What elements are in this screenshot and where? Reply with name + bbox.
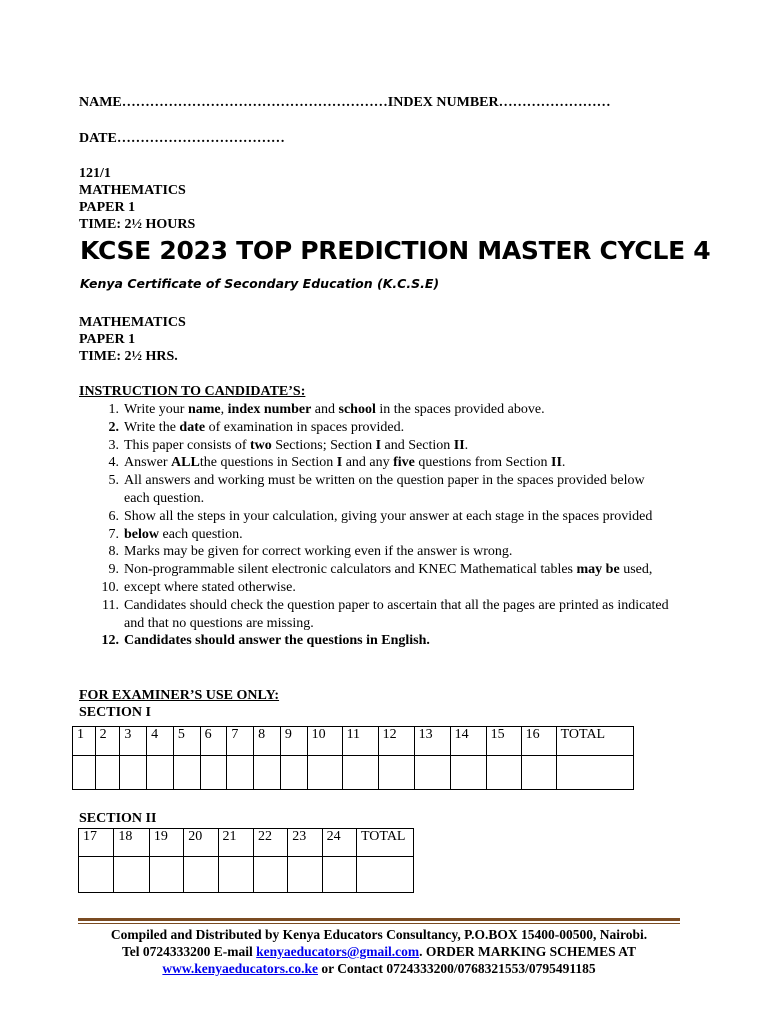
section2-label: SECTION II xyxy=(79,811,157,826)
instructions-heading: INSTRUCTION TO CANDIDATE’S: xyxy=(79,384,306,399)
instruction-item: 9. Non-programmable silent electronic calculators and KNEC Mathematical tables may be used, xyxy=(108,562,653,578)
instruction-item: 8. Marks may be given for correct working even if the answer is wrong. xyxy=(108,544,513,560)
subject-label: MATHEMATICS xyxy=(79,183,186,198)
candidate-fields xyxy=(79,94,611,111)
score-cell[interactable] xyxy=(450,756,486,790)
score-cell[interactable] xyxy=(254,756,281,790)
score-cell[interactable] xyxy=(356,857,413,893)
score-cell[interactable] xyxy=(342,756,378,790)
score-cell[interactable] xyxy=(173,756,200,790)
score-cell[interactable] xyxy=(95,756,120,790)
paper-label-2: PAPER 1 xyxy=(79,332,136,347)
table-header-cell: 19 xyxy=(149,829,183,857)
paper-info-repeat xyxy=(79,314,186,365)
paper-code: 121/1 xyxy=(79,166,111,181)
score-cell[interactable] xyxy=(227,756,254,790)
table-header-cell: TOTAL xyxy=(356,829,413,857)
table-header-cell: 11 xyxy=(342,727,378,756)
instruction-item: 12. Candidates should answer the questions in English. xyxy=(101,633,430,649)
table-header-cell: 9 xyxy=(280,727,307,756)
table-header-row xyxy=(79,829,414,857)
instruction-item: 2. Write the date of examination in spaces provided. xyxy=(108,419,405,435)
date-field xyxy=(79,130,285,147)
paper-label: PAPER 1 xyxy=(79,200,136,215)
footer-divider-thin xyxy=(78,923,680,924)
table-header-cell: 10 xyxy=(307,727,342,756)
instruction-item: 7. below each question. xyxy=(108,526,243,542)
score-cell[interactable] xyxy=(414,756,450,790)
section1-label: SECTION I xyxy=(79,705,151,720)
score-cell[interactable] xyxy=(218,857,253,893)
table-header-cell: 23 xyxy=(288,829,322,857)
table-header-cell: 20 xyxy=(184,829,218,857)
page-footer xyxy=(78,926,680,977)
table-header-cell: 24 xyxy=(322,829,356,857)
table-header-cell: 3 xyxy=(120,727,147,756)
footer-line-1: Compiled and Distributed by Kenya Educators Consultancy, P.O.BOX 15400-00500, Nairobi. xyxy=(110,927,648,942)
table-header-cell: 22 xyxy=(253,829,287,857)
table-header-row xyxy=(73,727,634,756)
table-header-cell: 7 xyxy=(227,727,254,756)
table-header-cell: 16 xyxy=(521,727,556,756)
table-header-cell: 5 xyxy=(173,727,200,756)
instructions-list xyxy=(79,401,669,650)
table-header-cell: 6 xyxy=(200,727,227,756)
name-index-line: NAME…………………………………………………INDEX NUMBER…………………… xyxy=(79,95,611,110)
score-cell[interactable] xyxy=(184,857,218,893)
table-header-cell: 2 xyxy=(95,727,120,756)
time-label-2: TIME: 2½ HRS. xyxy=(79,349,178,364)
score-cell[interactable] xyxy=(486,756,521,790)
score-cell[interactable] xyxy=(307,756,342,790)
score-cell[interactable] xyxy=(73,756,96,790)
table-score-row xyxy=(79,857,414,893)
table-header-cell: 21 xyxy=(218,829,253,857)
score-cell[interactable] xyxy=(378,756,414,790)
table-score-row xyxy=(73,756,634,790)
instruction-item: 1. Write your name, index number and school in the spaces provided above. xyxy=(108,402,545,417)
instruction-item: 6. Show all the steps in your calculation, giving your answer at each stage in the spaces provided xyxy=(108,508,653,524)
table-header-cell: 1 xyxy=(73,727,96,756)
score-cell[interactable] xyxy=(288,857,322,893)
table-header-cell: 17 xyxy=(79,829,114,857)
table-header-cell: 8 xyxy=(254,727,281,756)
table-header-cell: 13 xyxy=(414,727,450,756)
score-cell[interactable] xyxy=(200,756,227,790)
subject-label-2: MATHEMATICS xyxy=(79,315,186,330)
table-header-cell: 12 xyxy=(378,727,414,756)
score-cell[interactable] xyxy=(521,756,556,790)
date-line: DATE……………………………… xyxy=(79,131,285,146)
score-cell[interactable] xyxy=(79,857,114,893)
time-label: TIME: 2½ HOURS xyxy=(79,217,196,232)
email-link[interactable]: kenyaeducators@gmail.com xyxy=(256,944,420,959)
score-cell[interactable] xyxy=(114,857,149,893)
score-cell[interactable] xyxy=(322,857,356,893)
score-cell[interactable] xyxy=(556,756,633,790)
instruction-item: 4. Answer ALLthe questions in Section I and any five questions from Section II. xyxy=(108,455,566,471)
page-subtitle: Kenya Certificate of Secondary Education (K.C.S.E) xyxy=(80,276,440,291)
table-header-cell: 15 xyxy=(486,727,521,756)
paper-info xyxy=(79,165,195,233)
footer-line-2: Tel 0724333200 E-mail kenyaeducators@gmail.com. ORDER MARKING SCHEMES AT xyxy=(122,944,636,959)
section2-score-table xyxy=(78,828,414,893)
score-cell[interactable] xyxy=(120,756,147,790)
instruction-item: 11. Candidates should check the question paper to ascertain that all the pages are printed as indicated and that no questions are missing. xyxy=(102,597,669,631)
section1-score-table xyxy=(72,726,634,790)
instruction-item: 10. except where stated otherwise. xyxy=(101,579,296,595)
instruction-item: 5. All answers and working must be written on the question paper in the spaces provided below each question. xyxy=(108,473,645,506)
table-header-cell: 14 xyxy=(450,727,486,756)
instruction-item: 3. This paper consists of two Sections; Section I and Section II. xyxy=(108,437,469,453)
table-header-cell: 4 xyxy=(147,727,174,756)
score-cell[interactable] xyxy=(280,756,307,790)
score-cell[interactable] xyxy=(149,857,183,893)
table-header-cell: 18 xyxy=(114,829,149,857)
score-cell[interactable] xyxy=(253,857,287,893)
website-link[interactable]: www.kenyaeducators.co.ke xyxy=(162,961,318,976)
footer-line-3: www.kenyaeducators.co.ke or Contact 0724333200/0768321553/0795491185 xyxy=(162,961,596,976)
page-title: KCSE 2023 TOP PREDICTION MASTER CYCLE 4 xyxy=(80,236,711,265)
footer-divider xyxy=(78,918,680,921)
score-cell[interactable] xyxy=(147,756,174,790)
examiner-heading: FOR EXAMINER’S USE ONLY: xyxy=(79,688,280,703)
table-header-cell: TOTAL xyxy=(556,727,633,756)
